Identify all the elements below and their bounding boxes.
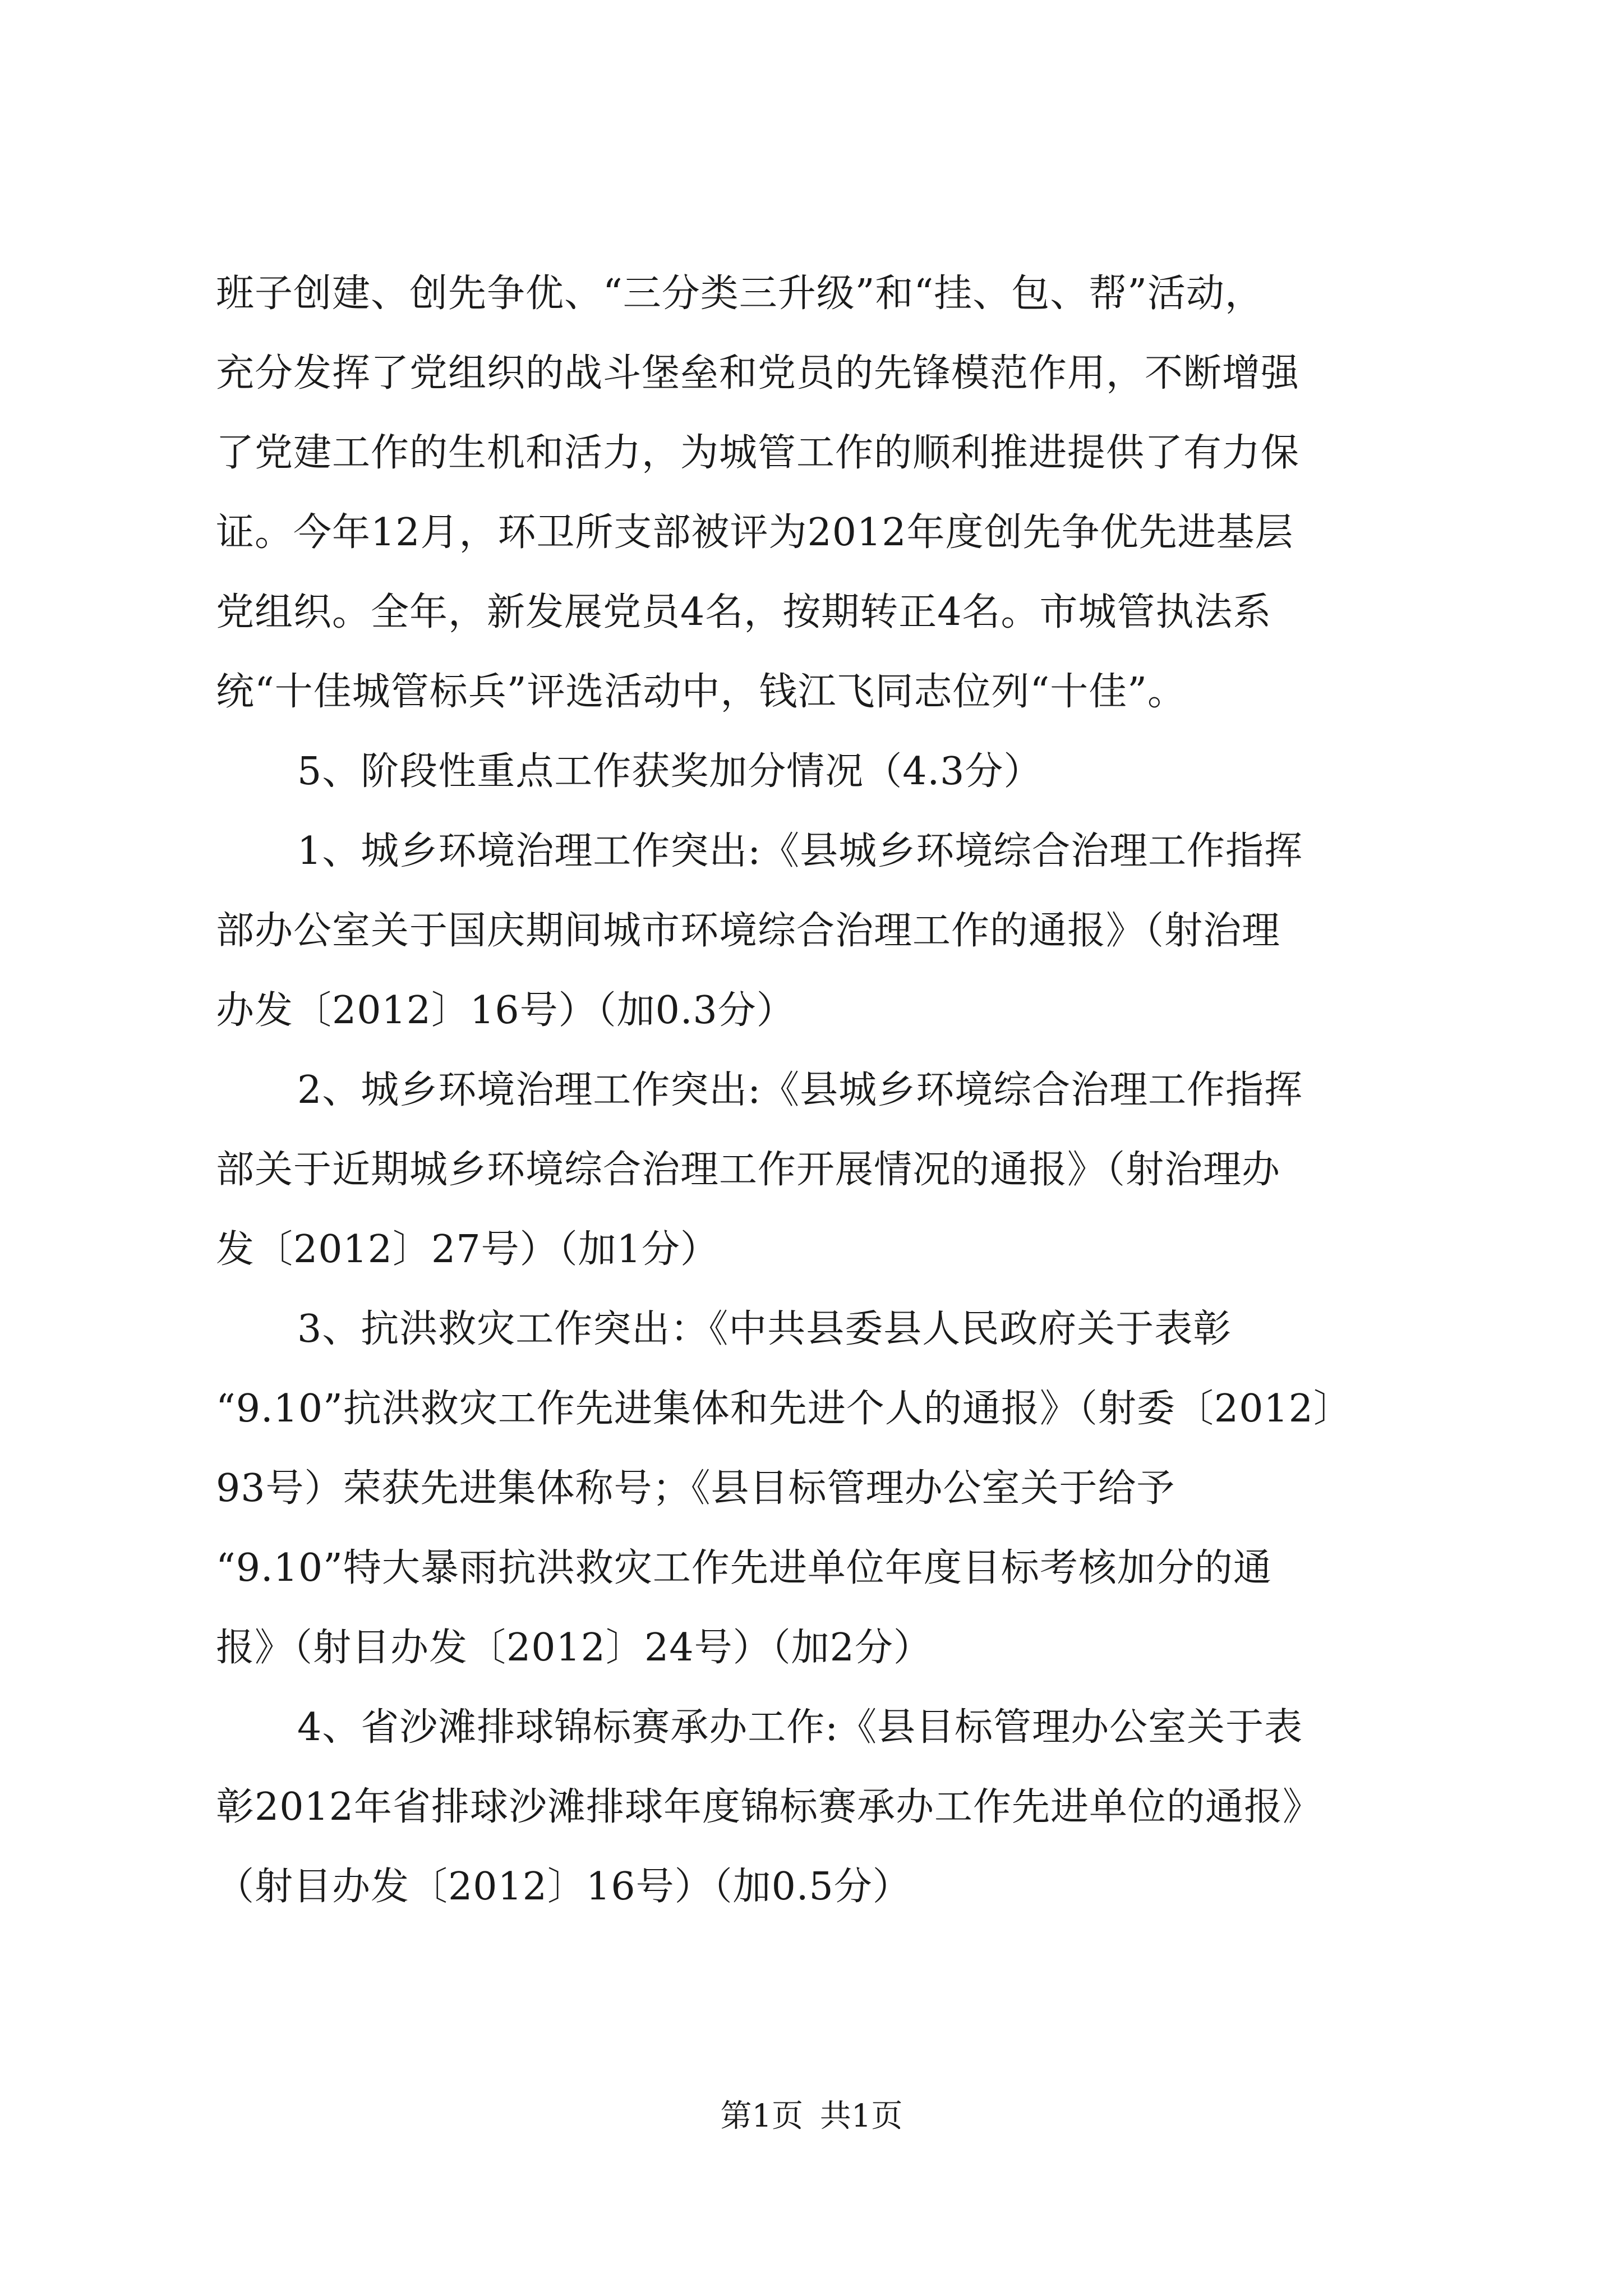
section-heading: 5、阶段性重点工作获奖加分情况（4.3分） — [297, 749, 1043, 794]
item-2-line-1: 2、城乡环境治理工作突出:《县城乡环境综合治理工作指挥 — [297, 1068, 1303, 1112]
item-4-line-2: 彰2012年省排球沙滩排球年度锦标赛承办工作先进单位的通报》 — [216, 1785, 1322, 1829]
body-line-3: 了党建工作的生机和活力，为城管工作的顺利推进提供了有力保 — [216, 431, 1300, 475]
item-1-line-3: 办发〔2012〕16号）（加0.3分） — [216, 988, 795, 1033]
item-3-line-3: 93号）荣获先进集体称号；《县目标管理办公室关于给予 — [216, 1466, 1175, 1511]
page-number: 第1页 — [720, 2098, 804, 2134]
item-4-line-1: 4、省沙滩排球锦标赛承办工作:《县目标管理办公室关于表 — [297, 1705, 1303, 1750]
item-3-line-1: 3、抗洪救灾工作突出：《中共县委县人民政府关于表彰 — [297, 1307, 1232, 1351]
item-1-line-2: 部办公室关于国庆期间城市环境综合治理工作的通报》（射治理 — [216, 909, 1281, 953]
body-line-2: 充分发挥了党组织的战斗堡垒和党员的先锋模范作用，不断增强 — [216, 351, 1300, 395]
item-2-line-3: 发〔2012〕27号）（加1分） — [216, 1227, 719, 1272]
body-line-5: 党组织。全年，新发展党员4名，按期转正4名。市城管执法系 — [216, 590, 1272, 634]
item-4-line-3: （射目办发〔2012〕16号）（加0.5分） — [216, 1865, 911, 1909]
item-3-line-5: 报》（射目办发〔2012〕24号）（加2分） — [216, 1626, 932, 1670]
item-3-line-2: “9.10”抗洪救灾工作先进集体和先进个人的通报》（射委〔2012〕 — [216, 1387, 1352, 1431]
body-line-6: 统“十佳城管标兵”评选活动中，钱江飞同志位列“十佳”。 — [216, 670, 1187, 714]
item-3-line-4: “9.10”特大暴雨抗洪救灾工作先进单位年度目标考核加分的通 — [216, 1546, 1272, 1590]
total-pages: 共1页 — [819, 2098, 903, 2134]
item-1-line-1: 1、城乡环境治理工作突出:《县城乡环境综合治理工作指挥 — [297, 829, 1303, 873]
body-line-4: 证。今年12月，环卫所支部被评为2012年度创先争优先进基层 — [216, 510, 1294, 555]
page-footer — [0, 2098, 1623, 2134]
body-line-1: 班子创建、创先争优、“三分类三升级”和“挂、包、帮”活动， — [216, 272, 1264, 316]
item-2-line-2: 部关于近期城乡环境综合治理工作开展情况的通报》（射治理办 — [216, 1148, 1281, 1192]
